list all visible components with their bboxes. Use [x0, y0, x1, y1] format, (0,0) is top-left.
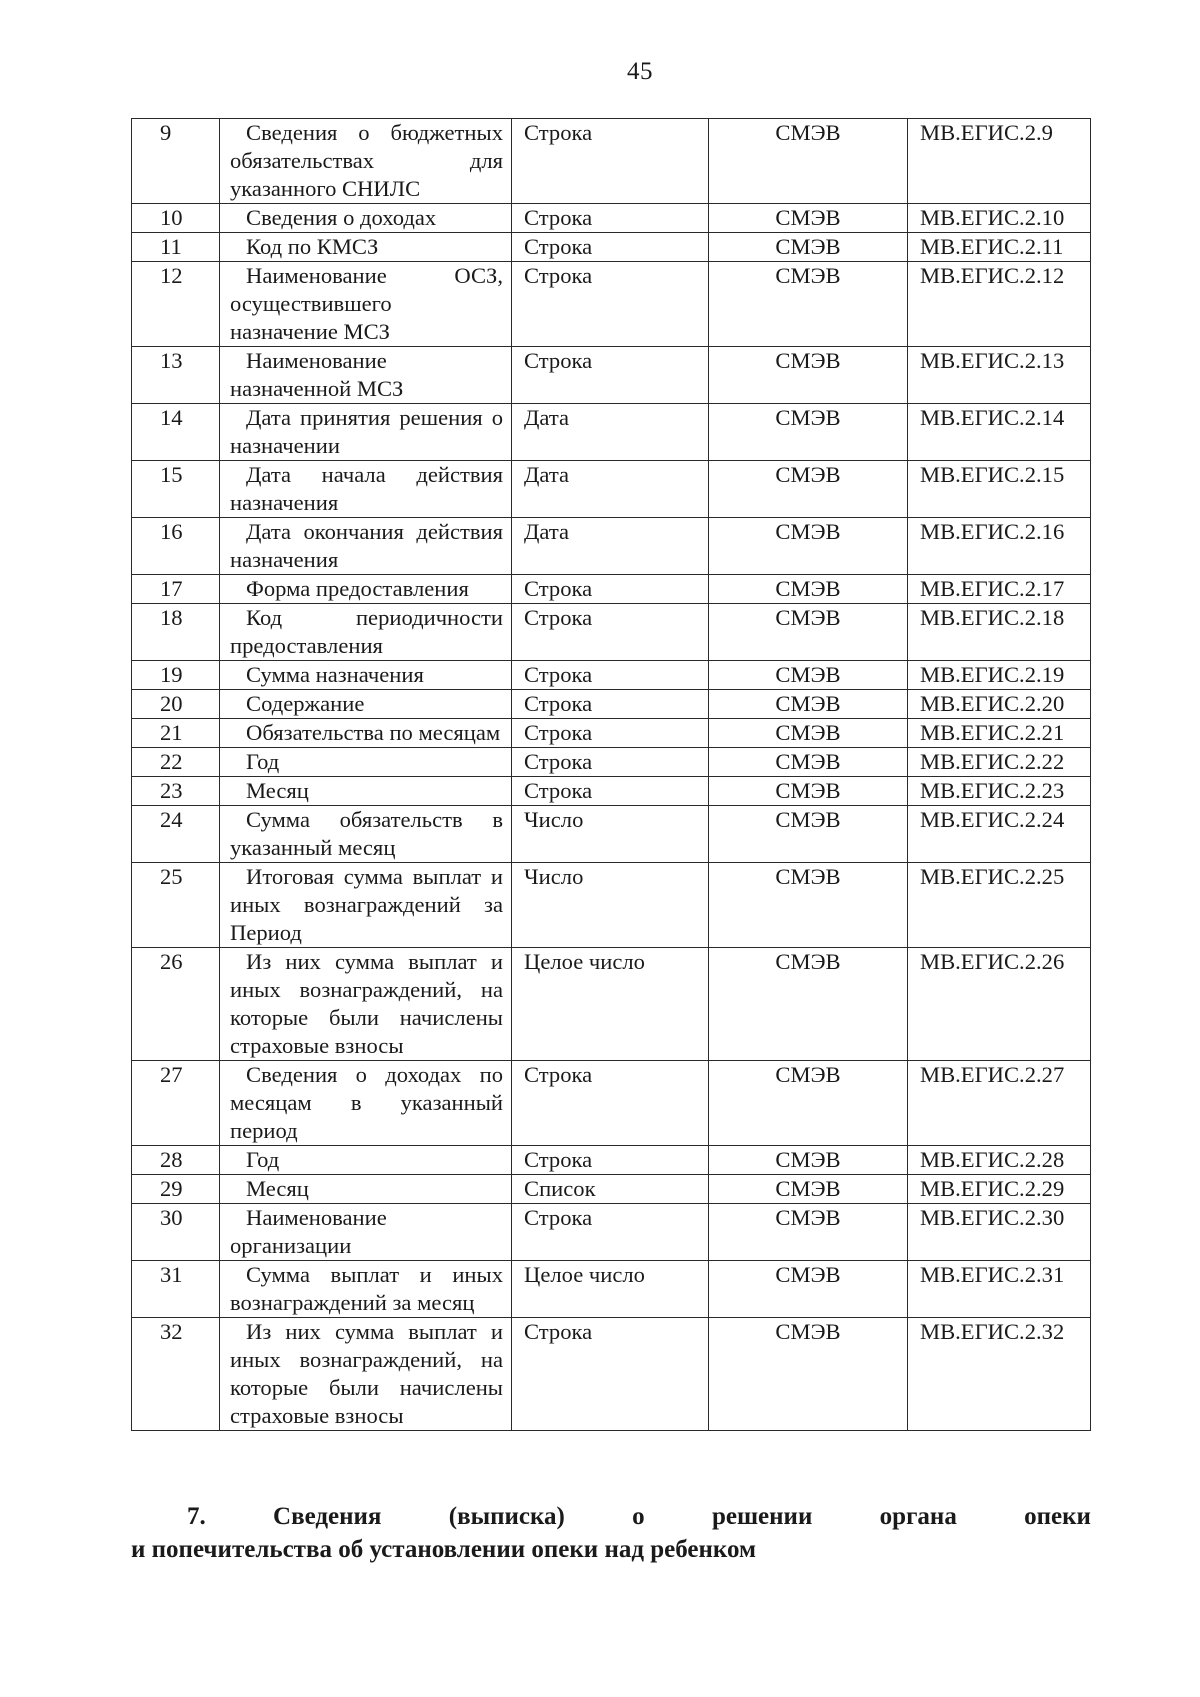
field-name: Обязательства по месяцам: [220, 719, 512, 748]
field-code: МВ.ЕГИС.2.15: [908, 461, 1091, 518]
table-row: [132, 518, 1091, 575]
section-word: решении: [711, 1503, 813, 1530]
row-number: 14: [132, 404, 220, 461]
field-name: Код периодичности предоставления: [220, 604, 512, 661]
field-type: Строка: [512, 604, 709, 661]
field-type: Число: [512, 806, 709, 863]
table-row: [132, 262, 1091, 347]
field-source: СМЭВ: [709, 748, 908, 777]
section-word: опеки: [1024, 1503, 1091, 1530]
field-code: МВ.ЕГИС.2.29: [908, 1175, 1091, 1204]
field-code: МВ.ЕГИС.2.32: [908, 1318, 1091, 1431]
table-row: [132, 1204, 1091, 1261]
field-source: СМЭВ: [709, 347, 908, 404]
field-source: СМЭВ: [709, 1204, 908, 1261]
field-code: МВ.ЕГИС.2.13: [908, 347, 1091, 404]
section-heading-line1: [131, 1500, 1091, 1533]
field-code: МВ.ЕГИС.2.20: [908, 690, 1091, 719]
table-row: [132, 748, 1091, 777]
field-name: Наименование назначенной МСЗ: [220, 347, 512, 404]
field-type: Строка: [512, 204, 709, 233]
field-source: СМЭВ: [709, 719, 908, 748]
table-row: [132, 204, 1091, 233]
table-row: [132, 1175, 1091, 1204]
row-number: 27: [132, 1061, 220, 1146]
row-number: 13: [132, 347, 220, 404]
table-row: [132, 604, 1091, 661]
field-type: Строка: [512, 233, 709, 262]
field-name: Сумма обязательств в указанный месяц: [220, 806, 512, 863]
table-row: [132, 690, 1091, 719]
field-name: Год: [220, 748, 512, 777]
row-number: 28: [132, 1146, 220, 1175]
section-word: Сведения: [273, 1503, 382, 1530]
row-number: 18: [132, 604, 220, 661]
field-type: Строка: [512, 661, 709, 690]
table-row: [132, 777, 1091, 806]
field-name: Наименование ОСЗ, осуществившего назначение МСЗ: [220, 262, 512, 347]
field-type: Строка: [512, 1318, 709, 1431]
field-code: МВ.ЕГИС.2.27: [908, 1061, 1091, 1146]
field-source: СМЭВ: [709, 948, 908, 1061]
field-name: Сведения о доходах: [220, 204, 512, 233]
field-type: Целое число: [512, 1261, 709, 1318]
field-type: Дата: [512, 404, 709, 461]
field-type: Число: [512, 863, 709, 948]
field-source: СМЭВ: [709, 518, 908, 575]
field-name: Из них сумма выплат и иных вознаграждений, на которые были начислены страховые взносы: [220, 1318, 512, 1431]
field-type: Строка: [512, 262, 709, 347]
row-number: 23: [132, 777, 220, 806]
section-word: о: [632, 1503, 645, 1530]
field-code: МВ.ЕГИС.2.11: [908, 233, 1091, 262]
field-source: СМЭВ: [709, 204, 908, 233]
field-code: МВ.ЕГИС.2.28: [908, 1146, 1091, 1175]
data-table: [131, 118, 1091, 1431]
field-type: Строка: [512, 1146, 709, 1175]
field-code: МВ.ЕГИС.2.14: [908, 404, 1091, 461]
table-row: [132, 661, 1091, 690]
section-heading-line2: и попечительства об установлении опеки над ребенком: [131, 1536, 757, 1563]
field-type: Целое число: [512, 948, 709, 1061]
table-row: [132, 806, 1091, 863]
table-row: [132, 948, 1091, 1061]
table-row: [132, 233, 1091, 262]
row-number: 10: [132, 204, 220, 233]
section-word: (выписка): [448, 1503, 565, 1530]
field-type: Список: [512, 1175, 709, 1204]
row-number: 15: [132, 461, 220, 518]
field-code: МВ.ЕГИС.2.30: [908, 1204, 1091, 1261]
field-type: Строка: [512, 748, 709, 777]
table-body: [132, 119, 1091, 1431]
row-number: 22: [132, 748, 220, 777]
field-source: СМЭВ: [709, 1061, 908, 1146]
field-code: МВ.ЕГИС.2.25: [908, 863, 1091, 948]
field-name: Дата начала действия назначения: [220, 461, 512, 518]
field-type: Строка: [512, 1204, 709, 1261]
field-type: Дата: [512, 518, 709, 575]
table-row: [132, 1146, 1091, 1175]
row-number: 12: [132, 262, 220, 347]
row-number: 19: [132, 661, 220, 690]
field-code: МВ.ЕГИС.2.9: [908, 119, 1091, 204]
field-name: Месяц: [220, 1175, 512, 1204]
field-name: Из них сумма выплат и иных вознаграждений, на которые были начислены страховые взносы: [220, 948, 512, 1061]
field-code: МВ.ЕГИС.2.17: [908, 575, 1091, 604]
field-source: СМЭВ: [709, 1261, 908, 1318]
table-row: [132, 575, 1091, 604]
table-row: [132, 404, 1091, 461]
field-source: СМЭВ: [709, 1175, 908, 1204]
field-source: СМЭВ: [709, 777, 908, 806]
field-source: СМЭВ: [709, 575, 908, 604]
field-code: МВ.ЕГИС.2.12: [908, 262, 1091, 347]
field-name: Год: [220, 1146, 512, 1175]
field-name: Дата окончания действия назначения: [220, 518, 512, 575]
field-name: Наименование организации: [220, 1204, 512, 1261]
field-type: Строка: [512, 719, 709, 748]
field-name: Сведения о доходах по месяцам в указанный период: [220, 1061, 512, 1146]
field-name: Сумма назначения: [220, 661, 512, 690]
row-number: 16: [132, 518, 220, 575]
field-code: МВ.ЕГИС.2.31: [908, 1261, 1091, 1318]
table-row: [132, 1061, 1091, 1146]
row-number: 11: [132, 233, 220, 262]
row-number: 20: [132, 690, 220, 719]
field-source: СМЭВ: [709, 461, 908, 518]
field-name: Код по КМСЗ: [220, 233, 512, 262]
field-code: МВ.ЕГИС.2.16: [908, 518, 1091, 575]
field-code: МВ.ЕГИС.2.21: [908, 719, 1091, 748]
section-number: 7.: [187, 1503, 206, 1530]
field-type: Строка: [512, 777, 709, 806]
field-type: Строка: [512, 575, 709, 604]
table-row: [132, 863, 1091, 948]
field-source: СМЭВ: [709, 690, 908, 719]
field-code: МВ.ЕГИС.2.10: [908, 204, 1091, 233]
field-name: Форма предоставления: [220, 575, 512, 604]
field-source: СМЭВ: [709, 863, 908, 948]
field-type: Строка: [512, 690, 709, 719]
table-row: [132, 719, 1091, 748]
field-name: Сумма выплат и иных вознаграждений за месяц: [220, 1261, 512, 1318]
row-number: 31: [132, 1261, 220, 1318]
row-number: 9: [132, 119, 220, 204]
field-source: СМЭВ: [709, 604, 908, 661]
field-source: СМЭВ: [709, 119, 908, 204]
row-number: 17: [132, 575, 220, 604]
row-number: 30: [132, 1204, 220, 1261]
field-source: СМЭВ: [709, 404, 908, 461]
field-name: Содержание: [220, 690, 512, 719]
table-row: [132, 461, 1091, 518]
field-type: Строка: [512, 119, 709, 204]
table-row: [132, 347, 1091, 404]
field-type: Дата: [512, 461, 709, 518]
field-name: Сведения о бюджетных обязательствах для указанного СНИЛС: [220, 119, 512, 204]
field-name: Дата принятия решения о назначении: [220, 404, 512, 461]
field-name: Месяц: [220, 777, 512, 806]
table-row: [132, 119, 1091, 204]
row-number: 25: [132, 863, 220, 948]
field-name: Итоговая сумма выплат и иных вознаграждений за Период: [220, 863, 512, 948]
section-heading: [131, 1500, 1091, 1566]
field-type: Строка: [512, 347, 709, 404]
field-code: МВ.ЕГИС.2.24: [908, 806, 1091, 863]
table-row: [132, 1261, 1091, 1318]
field-type: Строка: [512, 1061, 709, 1146]
row-number: 26: [132, 948, 220, 1061]
field-source: СМЭВ: [709, 233, 908, 262]
field-source: СМЭВ: [709, 661, 908, 690]
section-word: органа: [879, 1503, 957, 1530]
page-number: 45: [627, 58, 653, 85]
table-row: [132, 1318, 1091, 1431]
field-source: СМЭВ: [709, 1318, 908, 1431]
field-code: МВ.ЕГИС.2.23: [908, 777, 1091, 806]
field-source: СМЭВ: [709, 262, 908, 347]
field-code: МВ.ЕГИС.2.26: [908, 948, 1091, 1061]
row-number: 24: [132, 806, 220, 863]
field-code: МВ.ЕГИС.2.18: [908, 604, 1091, 661]
row-number: 29: [132, 1175, 220, 1204]
field-code: МВ.ЕГИС.2.22: [908, 748, 1091, 777]
row-number: 21: [132, 719, 220, 748]
field-code: МВ.ЕГИС.2.19: [908, 661, 1091, 690]
field-source: СМЭВ: [709, 806, 908, 863]
row-number: 32: [132, 1318, 220, 1431]
field-source: СМЭВ: [709, 1146, 908, 1175]
